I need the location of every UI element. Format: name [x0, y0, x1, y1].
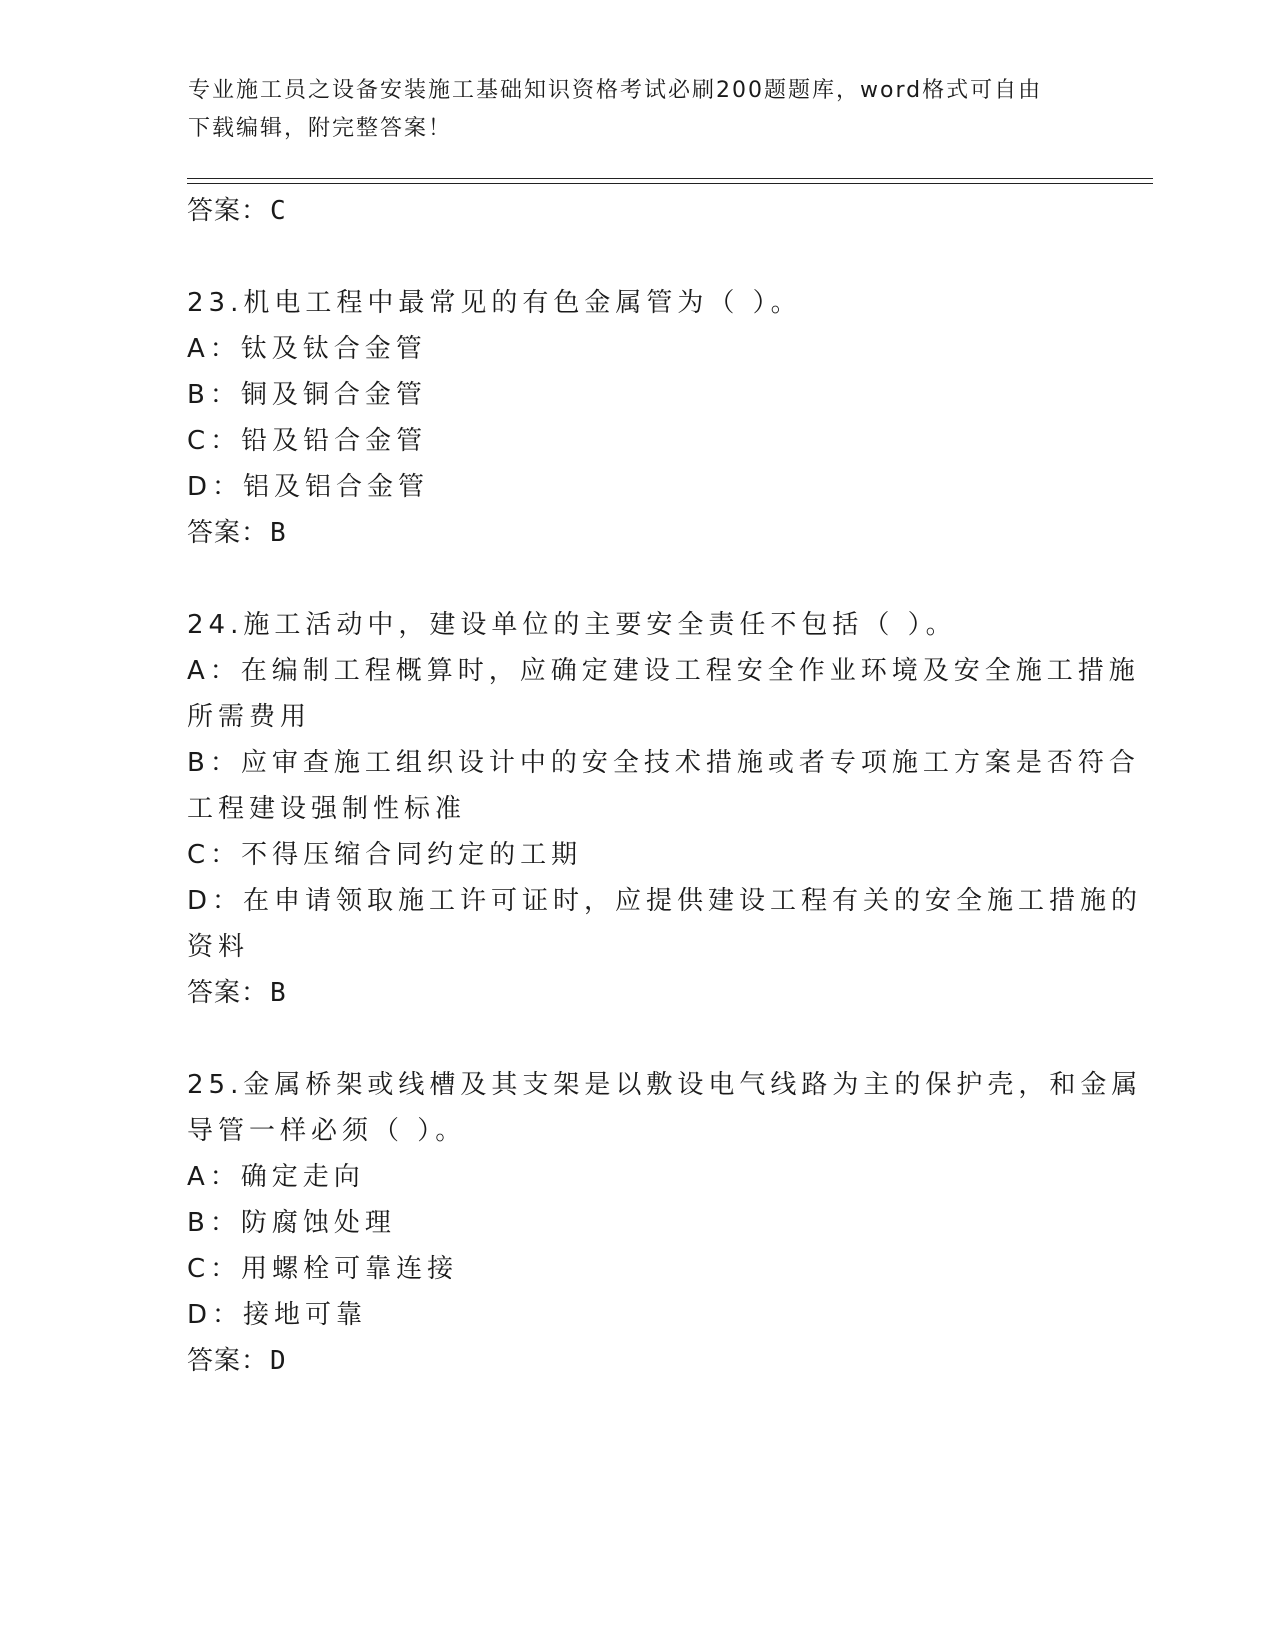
question-answer: [187, 970, 1087, 1016]
question-24: [187, 602, 1143, 1016]
option-d: D：在申请领取施工许可证时，应提供建设工程有关的安全施工措施的: [187, 886, 1143, 916]
spacer: [187, 1016, 1087, 1062]
option-c: C：用螺栓可靠连接: [187, 1254, 459, 1284]
question-25: [187, 1062, 1143, 1384]
document-header: [188, 72, 1068, 148]
option-a-continued: 所需费用: [187, 702, 312, 732]
option-a: A：确定走向: [187, 1162, 365, 1192]
spacer: [187, 556, 1087, 602]
previous-answer: [187, 188, 1087, 234]
header-divider-top: [187, 178, 1153, 179]
option-c: C：铅及铅合金管: [187, 426, 428, 456]
option-a: A：钛及钛合金管: [187, 334, 427, 364]
header-line-1: 专业施工员之设备安装施工基础知识资格考试必刷200题题库，word格式可自由: [188, 78, 1043, 103]
header-divider-bottom: [187, 183, 1153, 184]
option-b-continued: 工程建设强制性标准: [187, 794, 467, 824]
question-stem: 25.金属桥架或线槽及其支架是以敷设电气线路为主的保护壳，和金属: [187, 1070, 1143, 1100]
answer-value: C: [270, 196, 287, 226]
answer-value: D: [270, 1346, 287, 1376]
option-a: A：在编制工程概算时，应确定建设工程安全作业环境及安全施工措施: [187, 656, 1140, 686]
question-answer: [187, 1338, 1087, 1384]
header-line-2: 下载编辑，附完整答案！: [188, 116, 453, 141]
question-answer: [187, 510, 1087, 556]
answer-value: B: [270, 518, 287, 548]
question-stem: 23.机电工程中最常见的有色金属管为（ ）。: [187, 288, 802, 318]
option-b: B：铜及铜合金管: [187, 380, 427, 410]
answer-label: 答案：: [187, 1346, 269, 1376]
option-d: D：铝及铝合金管: [187, 472, 430, 502]
question-stem-continued: 导管一样必须（ ）。: [187, 1116, 467, 1146]
option-d: D：接地可靠: [187, 1300, 368, 1330]
spacer: [187, 234, 1087, 280]
answer-label: 答案：: [187, 518, 269, 548]
option-b: B：应审查施工组织设计中的安全技术措施或者专项施工方案是否符合: [187, 748, 1140, 778]
answer-label: 答案：: [187, 196, 269, 226]
option-d-continued: 资料: [187, 932, 250, 962]
document-body: [187, 188, 1143, 1384]
option-c: C：不得压缩合同约定的工期: [187, 840, 583, 870]
answer-label: 答案：: [187, 978, 269, 1008]
answer-value: B: [270, 978, 287, 1008]
question-stem: 24.施工活动中，建设单位的主要安全责任不包括（ ）。: [187, 610, 957, 640]
question-23: [187, 280, 1087, 556]
option-b: B：防腐蚀处理: [187, 1208, 396, 1238]
